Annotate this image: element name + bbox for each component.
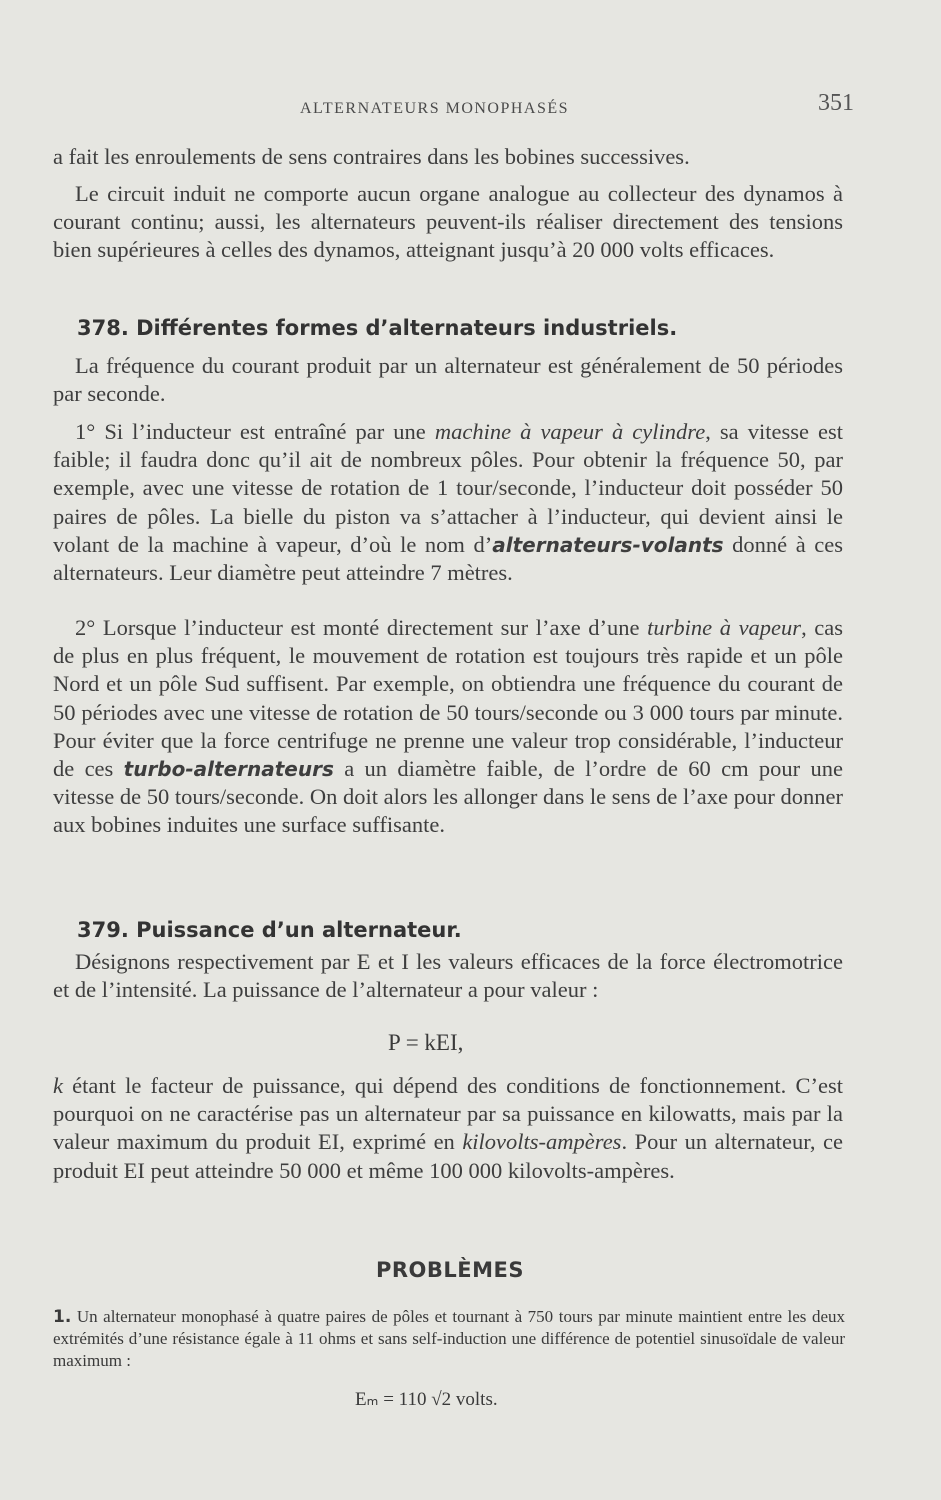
problem-text: Un alternateur monophasé à quatre paires de pôles et tournant à 750 tours par minute maintient entre les deux extrémités d’une résistance égale à 11 ohms et sans self-induction une différence de potentiel sinusoïdale de valeur maximum :	[53, 1307, 845, 1370]
problems-title: PROBLÈMES	[375, 1258, 524, 1282]
text-run: , cas de plus en plus fréquent, le mouvement de rotation est toujours très rapide et un pôle Nord et un pôle Sud suffisent. Par exemple, on obtiendra une fréquence du courant de 50 périodes avec une vitesse de rotation de 50 tours/seconde ou 3 000 tours par minute. Pour éviter que la force centrifuge ne prenne une valeur trop considérable, l’inducteur de ces	[53, 615, 844, 782]
section-378-heading: 378. Différentes formes d’alternateurs industriels.	[77, 316, 678, 340]
problem-number: 1.	[53, 1307, 72, 1327]
text-run: 2° Lorsque l’inducteur est monté directement sur l’axe d’une	[75, 615, 648, 640]
formula-power: P = kEI,	[388, 1030, 464, 1055]
running-title: ALTERNATEURS MONOPHASÉS	[300, 100, 570, 117]
bold-italic-term: alternateurs-volants	[492, 532, 724, 557]
paragraph-facteur-puissance	[53, 1072, 843, 1185]
text-run: 1° Si l’inducteur est entraîné par une	[75, 419, 435, 444]
italic-term: kilovolts-ampères	[462, 1129, 622, 1155]
paragraph-frequence: La fréquence du courant produit par un alternateur est généralement de 50 périodes par seconde.	[53, 353, 843, 407]
text-run: . Pour un alternateur, ce produit EI peut atteindre 50 000 et même 100 000 kilovolts-ampères.	[53, 1129, 843, 1183]
formula-em: Eₘ = 110 √2 volts.	[355, 1389, 498, 1410]
paragraph-puissance: Désignons respectivement par E et I les valeurs efficaces de la force électromotrice et de l’intensité. La puissance de l’alternateur a pour valeur :	[53, 949, 843, 1003]
problem-1	[53, 1306, 845, 1372]
text-run: étant le facteur de puissance, qui dépend des conditions de fonctionnement. C’est pourquoi on ne caractérise pas un alternateur par sa puissance en kilowatts, mais par la valeur maximum du produit EI, exprimé en	[53, 1073, 843, 1155]
text-run: donné à ces alternateurs. Leur diamètre peut atteindre 7 mètres.	[53, 531, 843, 586]
paragraph-machine-vapeur	[53, 418, 843, 587]
paragraph-circuit-induit: Le circuit induit ne comporte aucun organe analogue au collecteur des dynamos à courant continu; aussi, les alternateurs peuvent-ils réaliser directement des tensions bien supérieures à celles des dynamos, atteignant jusqu’à 20 000 volts efficaces.	[53, 181, 843, 263]
italic-symbol: k	[53, 1073, 63, 1098]
italic-term: turbine à vapeur	[647, 615, 802, 640]
paragraph-continuation: a fait les enroulements de sens contraires dans les bobines successives.	[53, 144, 690, 169]
page-number: 351	[818, 90, 854, 116]
section-379-heading: 379. Puissance d’un alternateur.	[77, 918, 462, 942]
paragraph-turbine-vapeur	[53, 614, 843, 840]
text-run: a un diamètre faible, de l’ordre de 60 cm pour une vitesse de 50 tours/seconde. On doit alors les allonger dans le sens de l’axe pour donner aux bobines induites une surface suffisante.	[53, 756, 843, 838]
bold-italic-term: turbo-alternateurs	[123, 757, 334, 782]
italic-term: machine à vapeur à cylindre	[434, 419, 706, 444]
text-run: , sa vitesse est faible; il faudra donc qu’il ait de nombreux pôles. Pour obtenir la fréquence 50, par exemple, avec une vitesse de rotation de 1 tour/seconde, l’inducteur doit posséder 50 paires de pôles. La bielle du piston va s’attacher à l’inducteur, qui devient ainsi le volant de la machine à vapeur, d’où le nom d’	[53, 419, 843, 557]
